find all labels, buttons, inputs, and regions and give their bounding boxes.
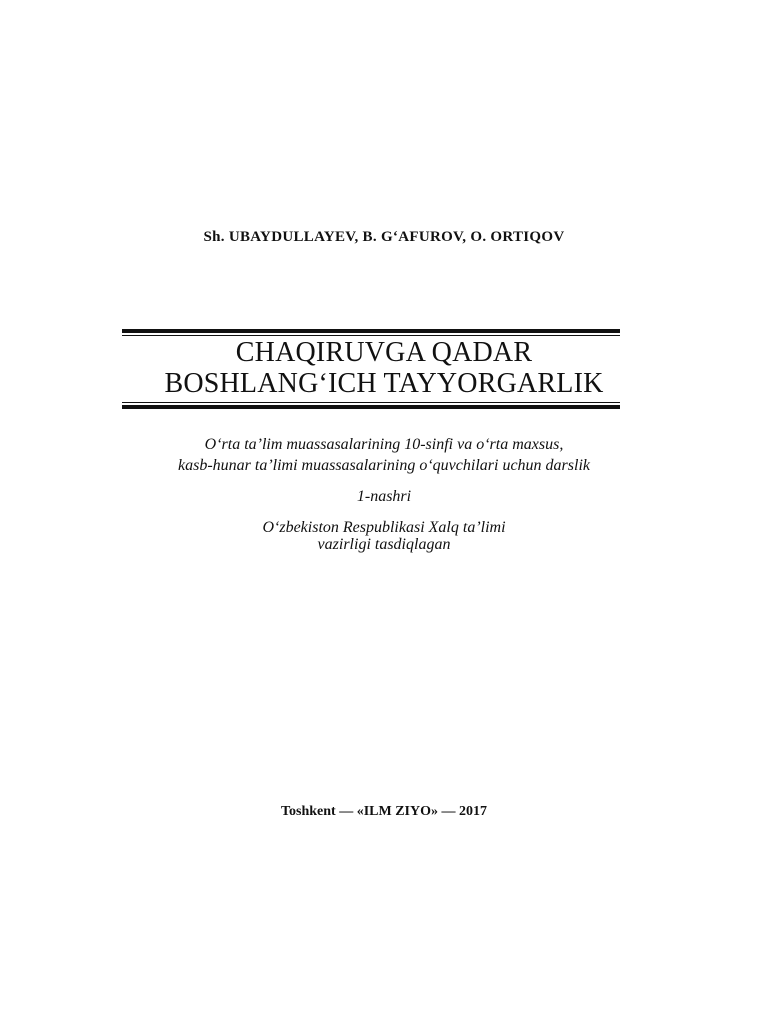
edition-label: 1-nashri (356, 488, 412, 505)
approval-line-1: O‘zbekiston Respublikasi Xalq ta’limi (262, 519, 506, 536)
authors-line: Sh. UBAYDULLAYEV, B. G‘AFUROV, O. ORTIQOV (203, 229, 565, 245)
book-title-line-1: CHAQIRUVGA QADAR (235, 337, 533, 368)
publisher-imprint: Toshkent — «ILM ZIYO» — 2017 (280, 804, 488, 819)
book-title-line-2: BOSHLANG‘ICH TAYYORGARLIK (164, 368, 604, 399)
approval-line-2: vazirligi tasdiqlagan (317, 536, 451, 553)
description-line-2: kasb-hunar ta’limi muassasalarining o‘quvchilari uchun darslik (178, 457, 590, 474)
description-line-1: O‘rta ta’lim muassasalarining 10-sinfi va o‘rta maxsus, (204, 436, 564, 453)
bottom-rule-thin (122, 402, 620, 403)
top-rule-thick (122, 329, 620, 333)
bottom-rule-thick (122, 405, 620, 409)
top-rule-thin (122, 335, 620, 336)
